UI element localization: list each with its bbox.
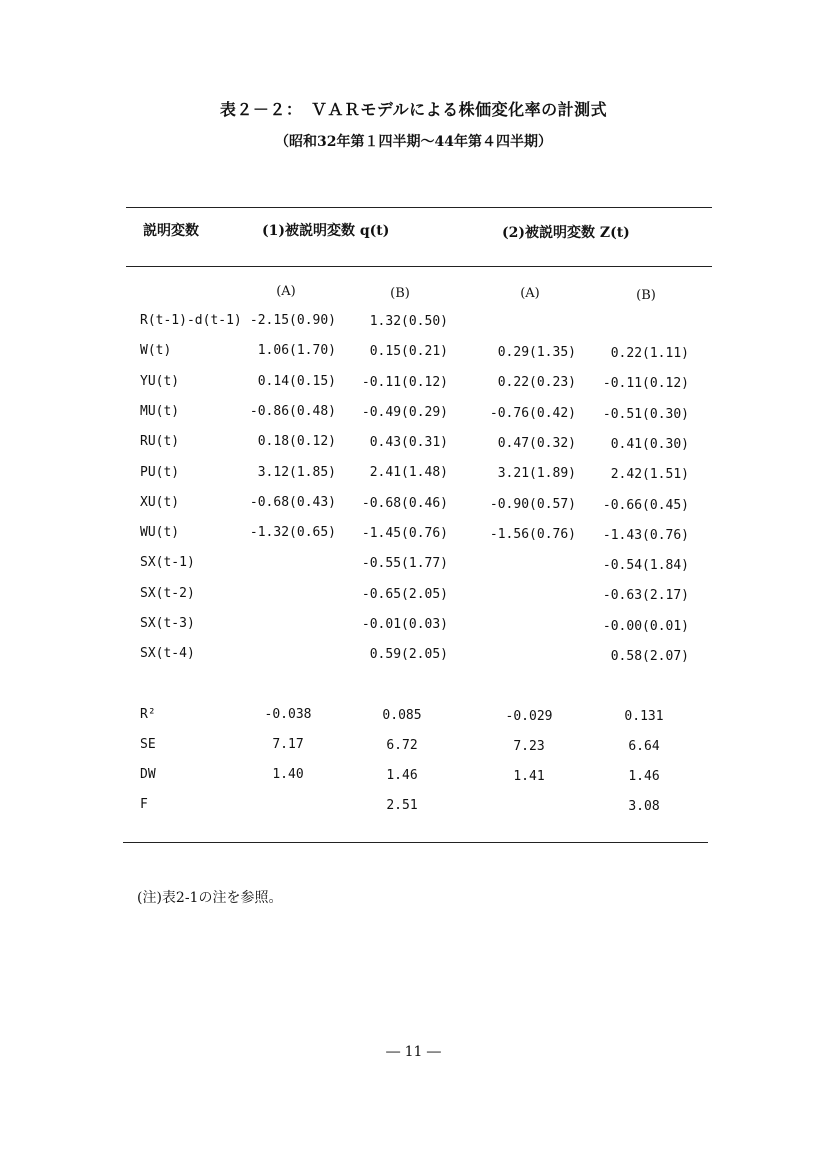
footnote: (注)表2-1の注を参照。 (137, 890, 283, 906)
stat-cell: -0.029 (505, 708, 553, 724)
row-cell: 0.41(0.30) (610, 436, 689, 452)
row-cell: 0.59(2.05) (369, 647, 448, 663)
stat-label: F (140, 797, 148, 812)
row-cell: -1.32(0.65) (249, 525, 336, 541)
row-cell: 3.12(1.85) (257, 464, 336, 480)
row-cell: -1.56(0.76) (489, 526, 576, 542)
stat-cell: 7.23 (513, 738, 545, 754)
row-cell: -0.11(0.12) (361, 374, 448, 390)
stat-cell: 1.41 (513, 768, 545, 784)
row-cell: -0.68(0.43) (249, 494, 336, 510)
stat-cell: 0.085 (382, 707, 422, 723)
row-cell: -0.11(0.12) (602, 376, 689, 392)
stat-label: R² (140, 707, 156, 722)
row-cell: -0.68(0.46) (361, 495, 448, 511)
row-cell: -0.49(0.29) (361, 404, 448, 420)
row-cell: -0.90(0.57) (489, 496, 576, 512)
stat-cell: -0.038 (264, 707, 312, 722)
table-header-rule (126, 266, 712, 267)
row-cell: 0.29(1.35) (497, 345, 576, 361)
stat-cell: 0.131 (624, 709, 664, 725)
row-cell: 2.42(1.51) (610, 467, 689, 483)
stat-cell: 1.46 (386, 767, 418, 783)
page-title: 表２－２： ＶＡＲモデルによる株価変化率の計測式 (219, 100, 608, 119)
group2-header: (2)被説明変数 Z(t) (502, 225, 630, 241)
row-label: YU(t) (140, 373, 180, 389)
header-label: 説明変数 (143, 223, 199, 239)
row-label: PU(t) (140, 464, 180, 480)
row-label: SX(t-2) (140, 585, 195, 601)
row-label: R(t-1)-d(t-1) (140, 313, 242, 328)
row-label: XU(t) (140, 494, 180, 510)
row-cell: -1.45(0.76) (361, 526, 448, 541)
row-cell: -0.76(0.42) (489, 405, 576, 421)
row-cell: -1.43(0.76) (602, 527, 689, 543)
row-cell: 0.43(0.31) (369, 435, 448, 451)
stat-cell: 6.64 (628, 739, 660, 755)
stat-label: SE (140, 737, 156, 752)
row-cell: -0.65(2.05) (361, 586, 448, 602)
row-cell: 0.58(2.07) (610, 649, 689, 664)
row-cell: 1.32(0.50) (369, 313, 448, 329)
row-cell: 0.47(0.32) (497, 436, 576, 451)
row-cell: 0.15(0.21) (369, 344, 448, 360)
page-subtitle: （昭和32年第１四半期～44年第４四半期） (275, 134, 552, 150)
row-cell: 0.22(1.11) (610, 346, 689, 361)
stat-cell: 1.46 (628, 769, 660, 785)
table-bottom-rule (123, 842, 708, 843)
row-cell: -0.86(0.48) (249, 403, 336, 419)
stat-cell: 1.40 (272, 767, 304, 782)
subheader-1B: (B) (390, 286, 410, 301)
stat-label: DW (140, 767, 156, 782)
subheader-1A: (A) (276, 284, 296, 299)
row-label: RU(t) (140, 434, 180, 450)
stat-cell: 3.08 (628, 799, 660, 815)
row-cell: 2.41(1.48) (369, 465, 448, 481)
table-top-rule (126, 207, 712, 208)
row-cell: -0.54(1.84) (602, 558, 689, 574)
row-label: WU(t) (140, 525, 180, 541)
row-label: SX(t-4) (140, 646, 195, 662)
page-number: ― 11 ― (386, 1044, 441, 1060)
row-label: MU(t) (140, 403, 180, 419)
row-cell: -0.00(0.01) (602, 618, 689, 634)
stat-cell: 6.72 (386, 737, 418, 753)
stat-cell: 7.17 (272, 737, 304, 752)
row-label: SX(t-3) (140, 616, 195, 631)
row-cell: -0.01(0.03) (361, 616, 448, 632)
row-cell: -0.51(0.30) (602, 406, 689, 422)
row-cell: 0.22(0.23) (497, 375, 576, 391)
subheader-2B: (B) (636, 288, 656, 303)
subheader-2A: (A) (520, 286, 540, 301)
row-cell: -0.66(0.45) (602, 497, 689, 513)
group1-header: (1)被説明変数 q(t) (262, 223, 390, 239)
row-cell: 3.21(1.89) (497, 466, 576, 482)
row-cell: -2.15(0.90) (249, 313, 336, 328)
row-label: SX(t-1) (140, 555, 195, 571)
row-cell: -0.63(2.17) (602, 588, 689, 604)
row-label: W(t) (140, 343, 172, 359)
row-cell: 0.18(0.12) (257, 434, 336, 450)
stat-cell: 2.51 (386, 797, 418, 813)
row-cell: 0.14(0.15) (257, 373, 336, 389)
row-cell: -0.55(1.77) (361, 556, 448, 572)
row-cell: 1.06(1.70) (257, 343, 336, 359)
